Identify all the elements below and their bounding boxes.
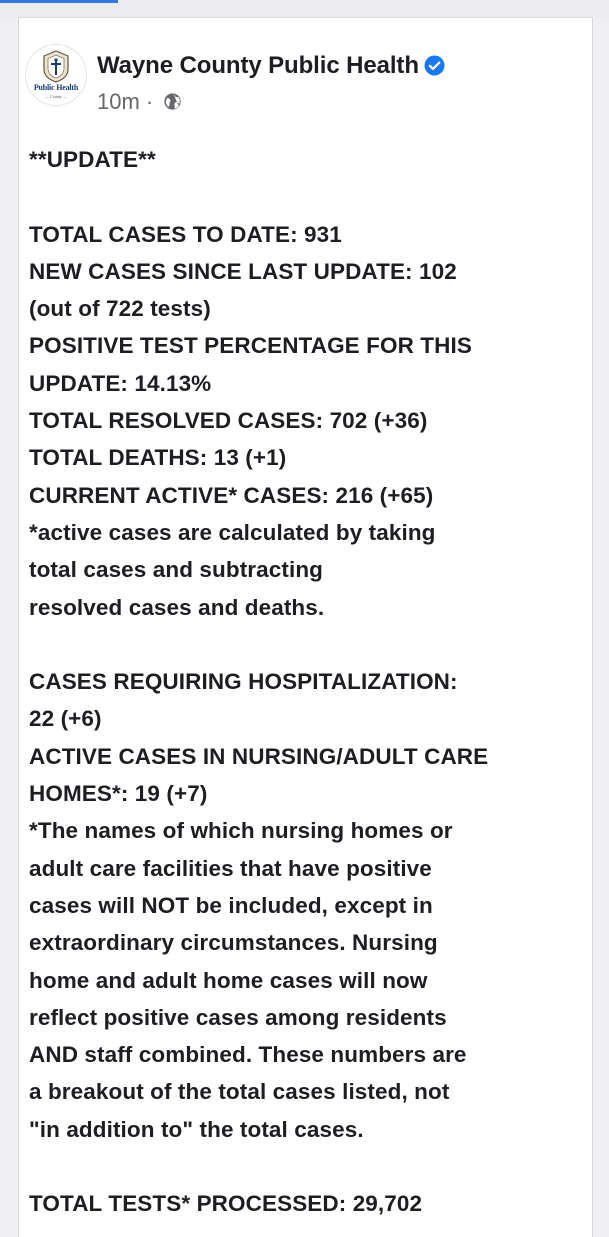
post-text-line: total cases and subtracting xyxy=(29,557,324,583)
post-text-line: cases will NOT be included, except in xyxy=(29,892,433,918)
post-text-line: UPDATE: 14.13% xyxy=(29,370,212,396)
page-avatar[interactable] xyxy=(25,44,87,106)
post-timestamp[interactable]: 10m xyxy=(97,89,140,114)
post-blank-line xyxy=(29,178,589,215)
post-text-line: TOTAL DEATHS: 13 (+1) xyxy=(29,445,287,471)
post-text-line: NEW CASES SINCE LAST UPDATE: 102 xyxy=(29,258,457,284)
post-text-line: a breakout of the total cases listed, not xyxy=(29,1079,450,1105)
post-text-line: adult care facilities that have positive xyxy=(29,855,432,881)
post-text-line: AND staff combined. These numbers are xyxy=(29,1042,467,1068)
post-text-line: home and adult home cases will now xyxy=(29,967,428,993)
post-text-line: CASES REQUIRING HOSPITALIZATION: xyxy=(29,669,458,695)
page-name-link[interactable] xyxy=(97,51,445,81)
meta-separator: · xyxy=(145,89,154,114)
post-text-line: TOTAL RESOLVED CASES: 702 (+36) xyxy=(29,408,428,434)
post-text-line: CURRENT ACTIVE* CASES: 216 (+65) xyxy=(29,482,434,508)
post-text-line: *The names of which nursing homes or xyxy=(29,818,453,844)
post-text-line: **UPDATE** xyxy=(29,147,156,172)
globe-icon[interactable] xyxy=(163,92,182,111)
avatar-label: Public Health xyxy=(33,83,79,92)
post-text-line: POSITIVE TEST PERCENTAGE FOR THIS xyxy=(29,333,472,359)
post-header xyxy=(19,18,592,138)
post-text-line: resolved cases and deaths. xyxy=(29,594,325,620)
post-text-line: "in addition to" the total cases. xyxy=(29,1116,364,1142)
post-text-line: 22 (+6) xyxy=(29,706,102,732)
post-text-line: ACTIVE CASES IN NURSING/ADULT CARE xyxy=(29,743,489,769)
page-name[interactable]: Wayne County Public Health xyxy=(97,52,419,79)
post-text-line: HOMES*: 19 (+7) xyxy=(29,781,208,807)
post-text-line: TOTAL TESTS* PROCESSED: 29,702 xyxy=(29,1191,423,1217)
post-card xyxy=(18,17,593,1237)
post-text-line: extraordinary circumstances. Nursing xyxy=(29,930,438,956)
post-body xyxy=(29,141,589,1223)
post-blank-line xyxy=(29,1148,589,1185)
post-text-line: reflect positive cases among residents xyxy=(29,1004,447,1030)
post-meta xyxy=(97,88,182,116)
post-text-line: (out of 722 tests) xyxy=(29,296,211,322)
avatar-sublabel: — County — xyxy=(45,94,67,99)
post-text-line: *active cases are calculated by taking xyxy=(29,519,436,545)
post-text-line: TOTAL CASES TO DATE: 931 xyxy=(29,221,342,247)
verified-badge-icon xyxy=(424,55,445,76)
post-blank-line xyxy=(29,626,589,663)
tab-indicator xyxy=(0,0,118,3)
